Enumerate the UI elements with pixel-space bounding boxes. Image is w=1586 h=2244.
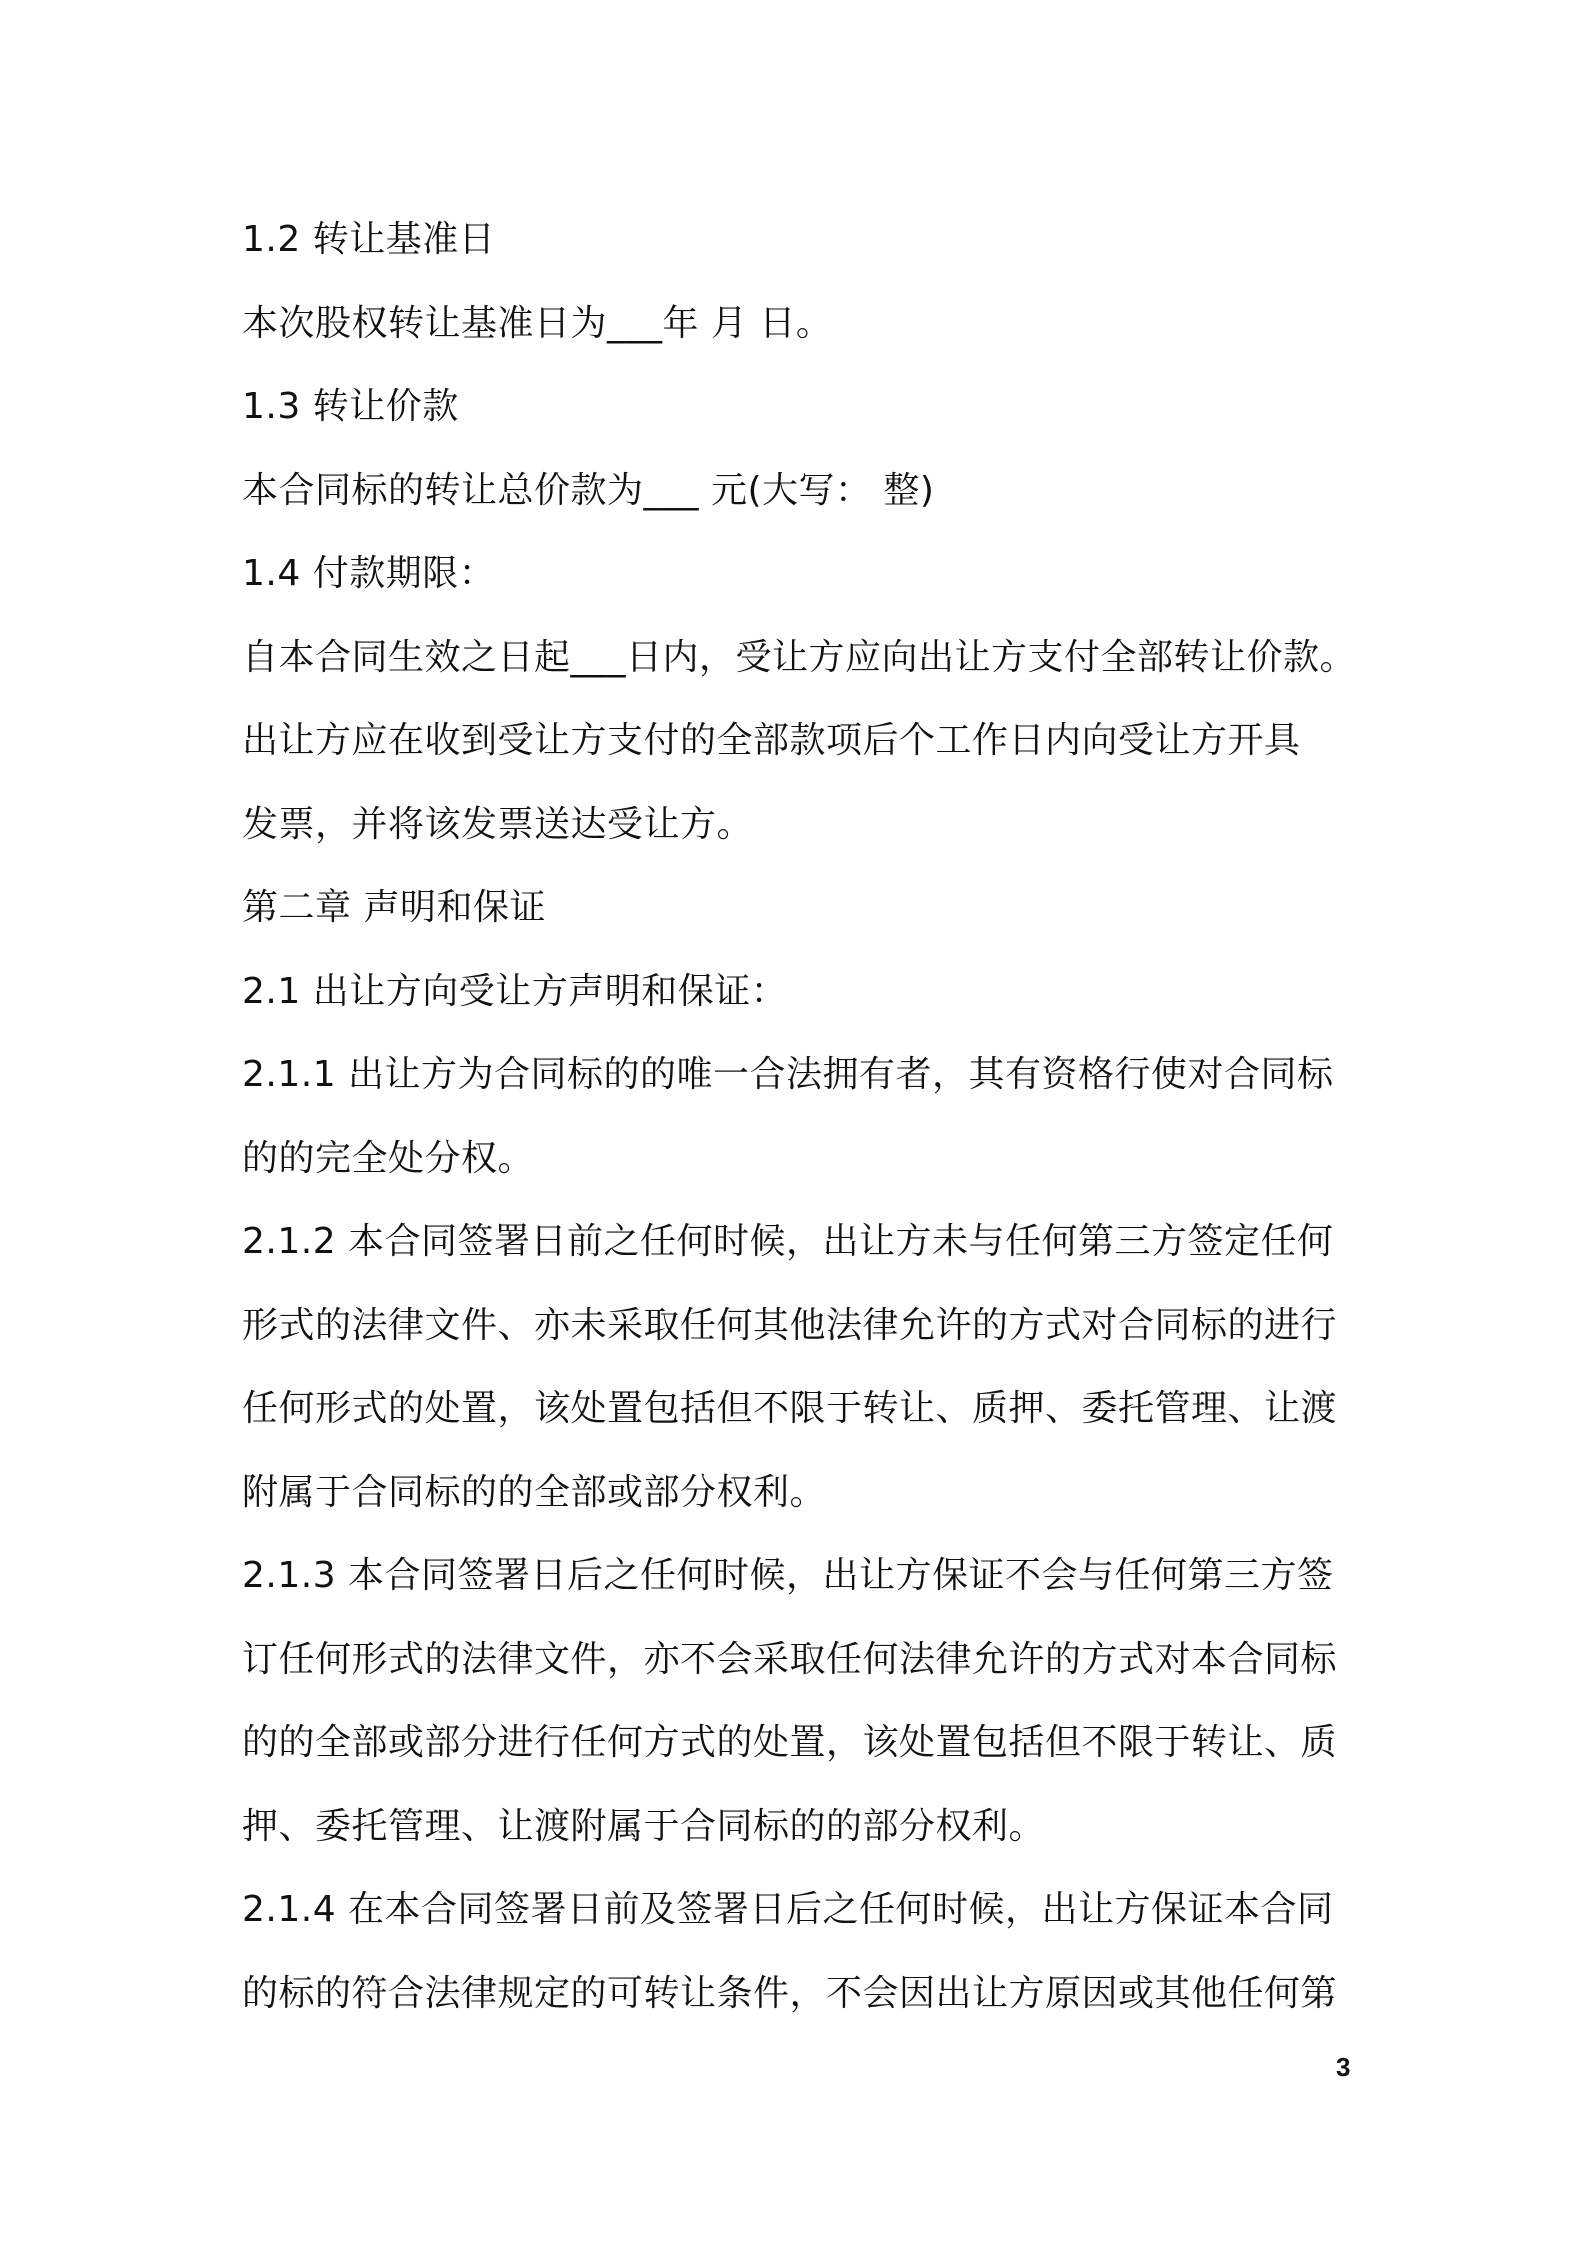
document-body: [242, 198, 1362, 2035]
paragraph-line: 2.1.2 本合同签署日前之任何时候，出让方未与任何第三方签定任何: [242, 1221, 1334, 1262]
paragraph-line: 发票，并将该发票送达受让方。: [242, 803, 754, 845]
paragraph-line: 本次股权转让基准日为___年 月 日。: [242, 302, 833, 344]
paragraph-line: 本合同标的转让总价款为___ 元(大写： 整): [242, 469, 935, 511]
section-heading-2-1: 2.1 出让方向受让方声明和保证：: [242, 970, 788, 1012]
paragraph-line: 2.1.1 出让方为合同标的的唯一合法拥有者，其有资格行使对合同标: [242, 1054, 1334, 1095]
paragraph-line: 的的全部或部分进行任何方式的处置，该处置包括但不限于转让、质: [242, 1722, 1338, 1763]
paragraph-line: 出让方应在收到受让方支付的全部款项后个工作日内向受让方开具: [242, 720, 1301, 761]
paragraph-line: 2.1.3 本合同签署日后之任何时候，出让方保证不会与任何第三方签: [242, 1555, 1334, 1596]
paragraph-line: 任何形式的处置，该处置包括但不限于转让、质押、委托管理、让渡: [242, 1388, 1338, 1429]
paragraph-line: 的的完全处分权。: [242, 1137, 535, 1179]
paragraph-line: 押、委托管理、让渡附属于合同标的的部分权利。: [242, 1805, 1046, 1847]
page-number: 3: [1336, 2052, 1351, 2082]
section-heading-1-2: 1.2 转让基准日: [242, 219, 496, 260]
paragraph-line: 自本合同生效之日起___日内，受让方应向出让方支付全部转让价款。: [242, 636, 1357, 678]
section-heading-1-3: 1.3 转让价款: [242, 386, 459, 427]
section-heading-1-4: 1.4 付款期限：: [242, 553, 496, 594]
paragraph-line: 附属于合同标的的全部或部分权利。: [242, 1471, 827, 1513]
paragraph-line: 的标的符合法律规定的可转让条件，不会因出让方原因或其他任何第: [242, 1972, 1338, 2014]
paragraph-line: 订任何形式的法律文件，亦不会采取任何法律允许的方式对本合同标: [242, 1638, 1338, 1680]
paragraph-line: 2.1.4 在本合同签署日前及签署日后之任何时候，出让方保证本合同: [242, 1889, 1334, 1930]
paragraph-line: 形式的法律文件、亦未采取任何其他法律允许的方式对合同标的进行: [242, 1304, 1338, 1346]
chapter-heading: 第二章 声明和保证: [242, 887, 546, 928]
